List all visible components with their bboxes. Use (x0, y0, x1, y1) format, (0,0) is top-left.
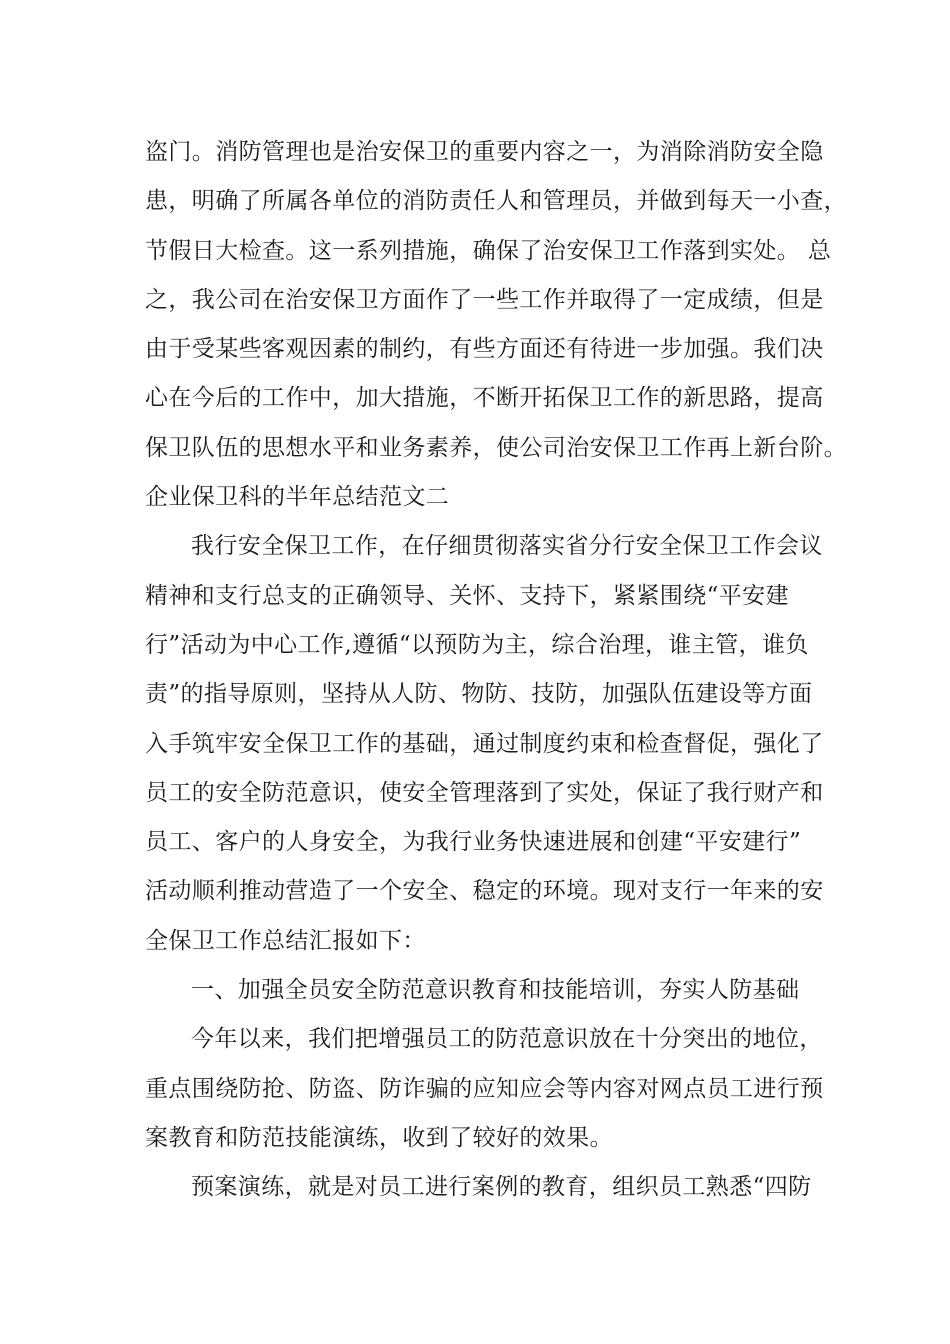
text-line: 之，我公司在治安保卫方面作了一些工作并取得了一定成绩，但是 (145, 286, 824, 313)
text-line: 节假日大检查。这一系列措施，确保了治安保卫工作落到实处。 总 (145, 237, 832, 264)
text-line: 活动顺利推动营造了一个安全、稳定的环境。现对支行一年来的安 (145, 878, 824, 905)
text-line: 盗门。消防管理也是治安保卫的重要内容之一，为消除消防安全隐 (145, 139, 824, 165)
subsection-heading: 一、加强全员安全防范意识教育和技能培训，夯实人防基础 (191, 977, 800, 1004)
text-line: 员工的安全防范意识，使安全管理落到了实处，保证了我行财产和 (145, 779, 824, 806)
section-heading: 企业保卫科的半年总结范文二 (145, 484, 450, 511)
text-line: 患，明确了所属各单位的消防责任人和管理员，并做到每天一小查， (145, 188, 847, 215)
text-line: 责”的指导原则，坚持从人防、物防、技防，加强队伍建设等方面 (145, 681, 813, 708)
text-line: 预案演练，就是对员工进行案例的教育，组织员工熟悉“四防 (191, 1174, 812, 1201)
text-line: 行”活动为中心工作,遵循“以预防为主，综合治理，谁主管，谁负 (145, 631, 809, 658)
text-line: 保卫队伍的思想水平和业务素养，使公司治安保卫工作再上新台阶。 (145, 434, 847, 461)
text-line: 我行安全保卫工作，在仔细贯彻落实省分行安全保卫工作会议 (191, 533, 823, 560)
text-line: 由于受某些客观因素的制约，有些方面还有待进一步加强。我们决 (145, 336, 824, 363)
text-line: 全保卫工作总结汇报如下： (145, 927, 426, 954)
document-body (145, 128, 847, 1213)
text-line: 案教育和防范技能演练，收到了较好的效果。 (145, 1124, 613, 1151)
text-line: 重点围绕防抢、防盗、防诈骗的应知应会等内容对网点员工进行预 (145, 1075, 824, 1102)
text-line: 员工、客户的人身安全，为我行业务快速进展和创建“平安建行” (145, 829, 802, 856)
text-line: 心在今后的工作中，加大措施，不断开拓保卫工作的新思路，提高 (145, 385, 824, 412)
text-line: 入手筑牢安全保卫工作的基础，通过制度约束和检查督促，强化了 (145, 730, 824, 757)
text-line: 今年以来，我们把增强员工的防范意识放在十分突出的地位， (191, 1026, 823, 1053)
text-line: 精神和支行总支的正确领导、关怀、支持下，紧紧围绕“平安建 (145, 582, 789, 609)
